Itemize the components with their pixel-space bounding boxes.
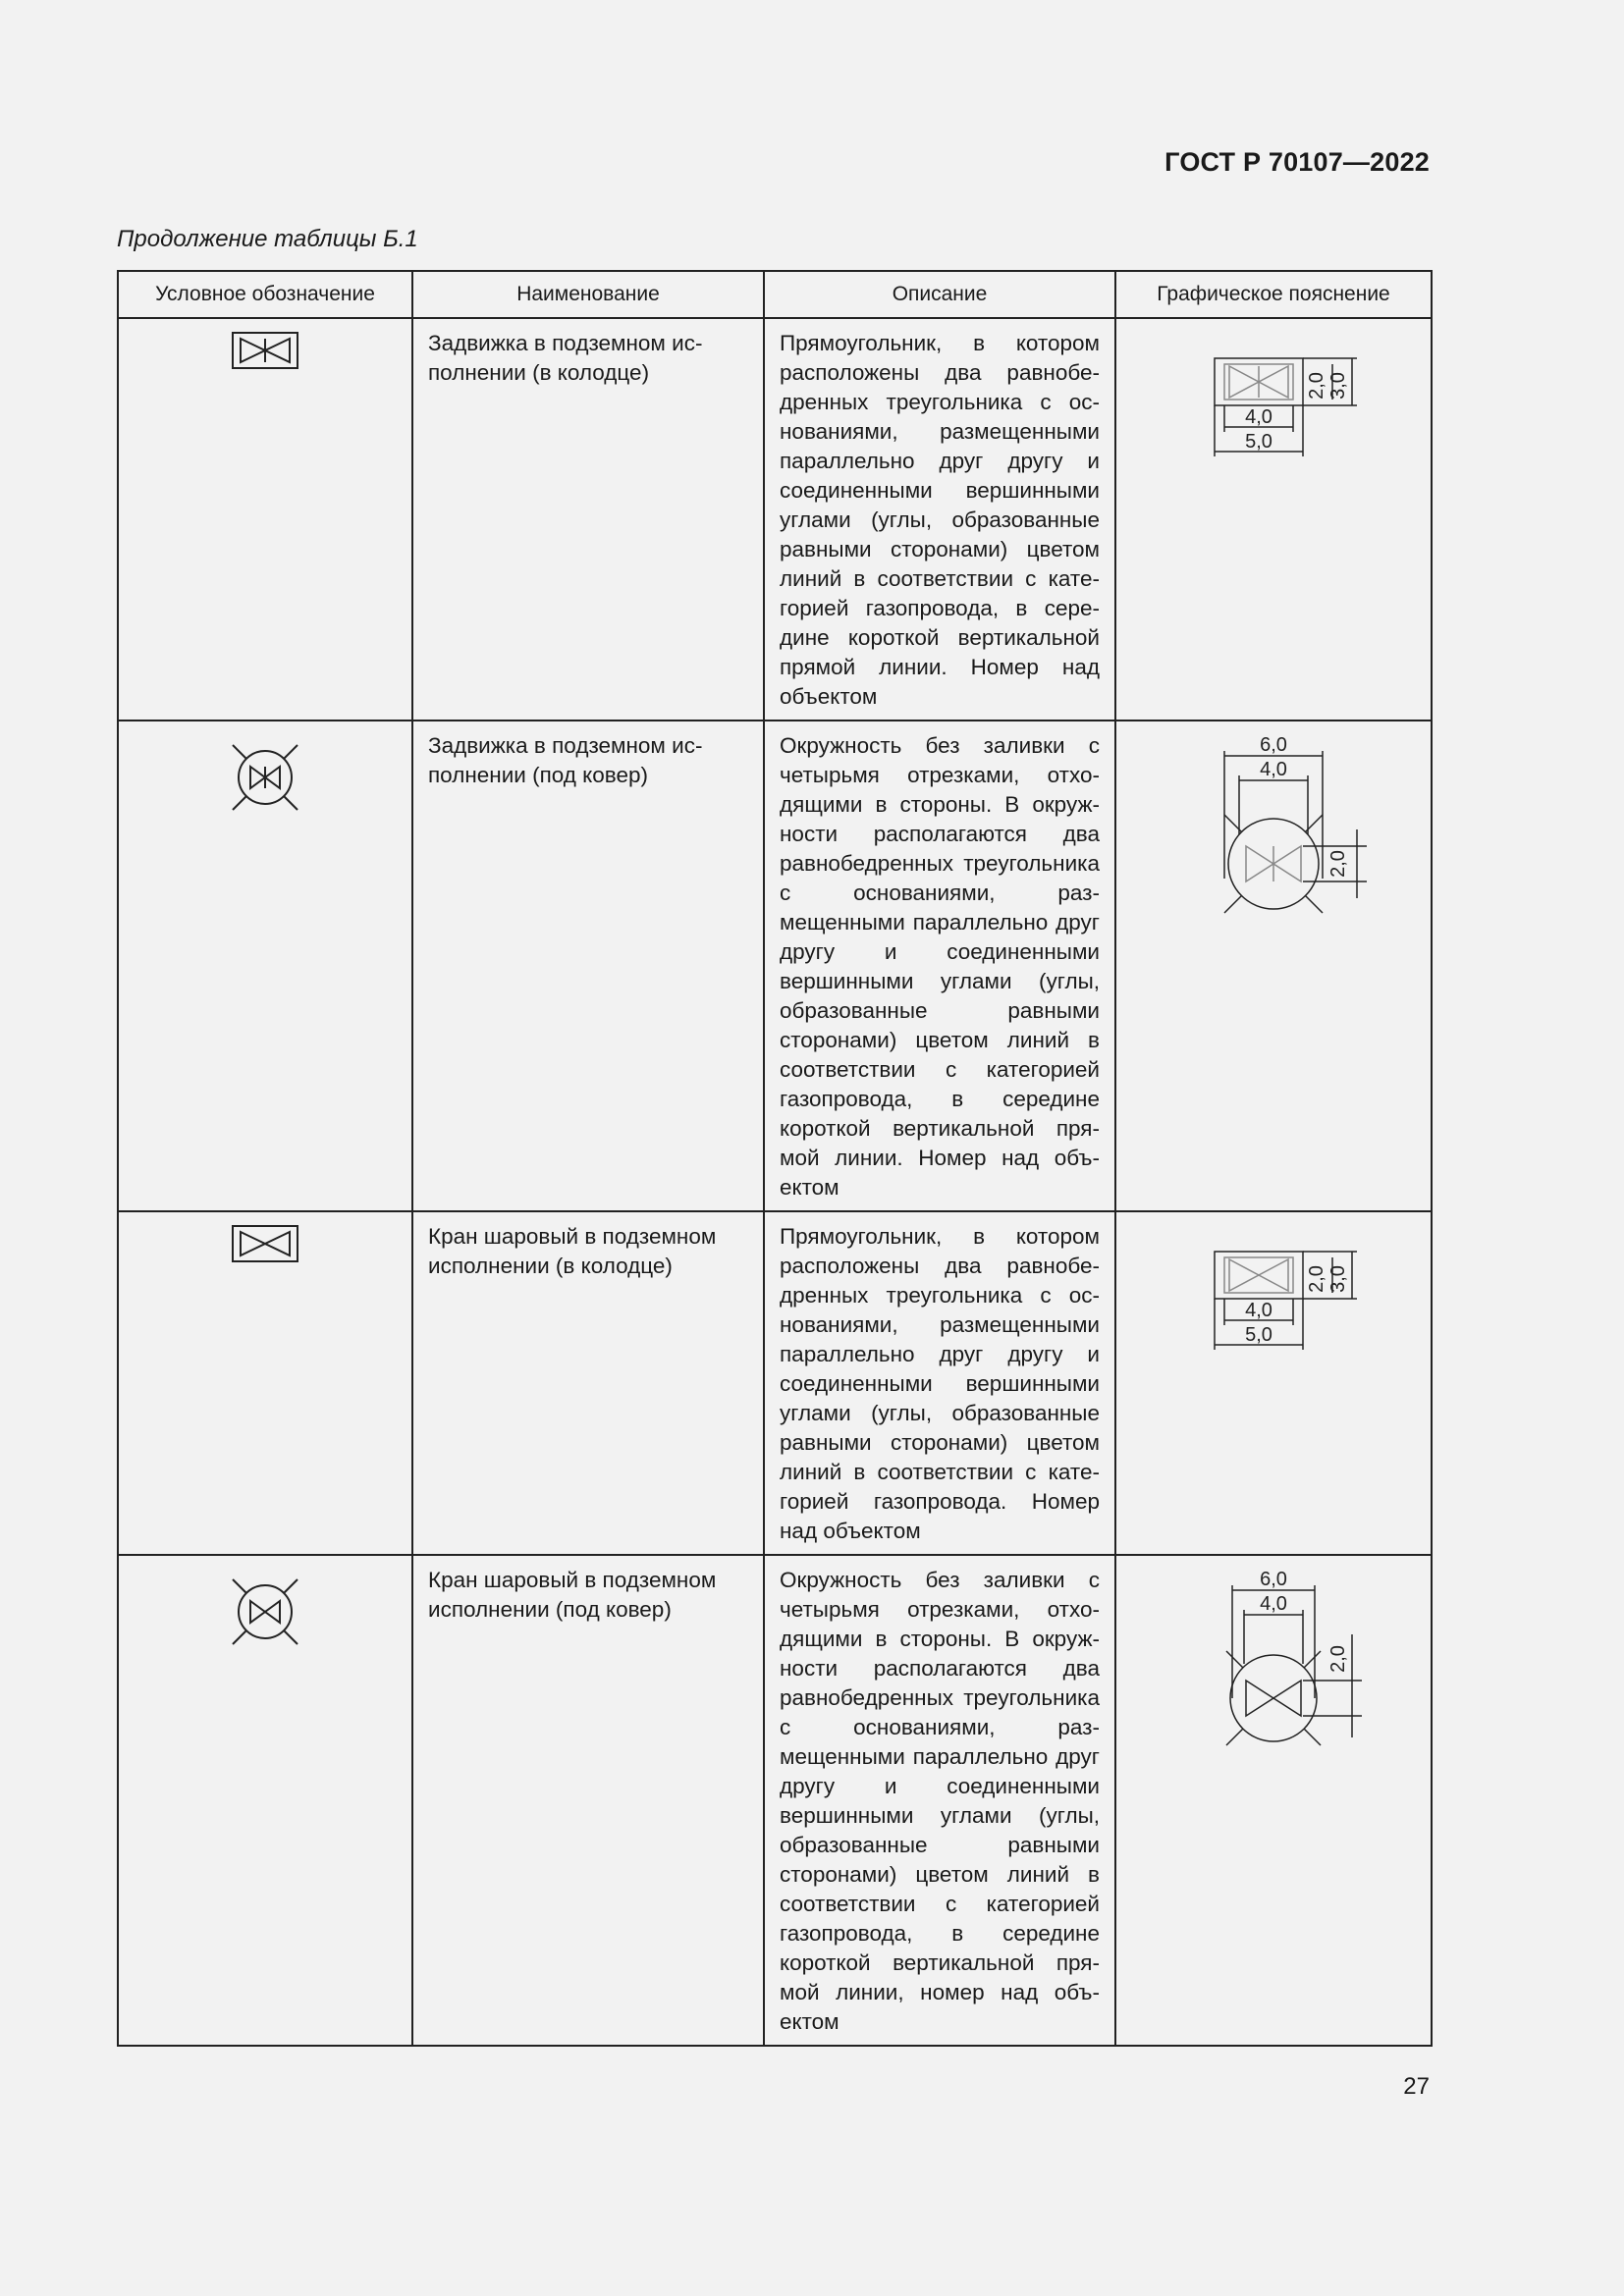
table-row	[118, 721, 1432, 1211]
description-cell: Прямоугольник, в котором расположены два равнобедренных треугольника с основаниями, размещенными параллельно друг другу и соединенными вершинными углами (углы, образованные равными сторонами) цветом линий в соответствии с категорией газопровода. Номер над объектом	[764, 1211, 1115, 1555]
dimension-label: 4,0	[1260, 759, 1287, 780]
table-header-row	[118, 271, 1432, 318]
graphic-cell	[1115, 721, 1432, 1211]
graphic-cell	[1115, 1555, 1432, 2046]
ball-valve-in-well-icon	[231, 1224, 299, 1263]
symbol-cell	[118, 721, 412, 1211]
dimension-label: 4,0	[1245, 1300, 1272, 1321]
gate-valve-under-cover-icon	[221, 733, 309, 822]
gate-valve-in-well-icon	[231, 331, 299, 370]
description-cell: Окружность без заливки с четырьмя отрезками, отходящими в стороны. В окружности располагаются два равнобедренных треугольника с основаниями, размещенными параллельно друг другу и соединенными вершинными углами (углы, образованные равными сторонами) цветом линий в соответствии с категорией газопровода, в середине короткой вертикальной прямой линии. Номер над объектом	[764, 721, 1115, 1211]
symbol-cell	[118, 1211, 412, 1555]
name-cell: Кран шаровый в подземном исполнении (в колодце)	[412, 1211, 764, 1555]
table-caption: Продолжение таблицы Б.1	[117, 226, 418, 252]
column-header-graphic: Графическое пояснение	[1115, 271, 1432, 318]
dimension-label: 6,0	[1260, 734, 1287, 756]
description-cell: Окружность без заливки с четырьмя отрезками, отходящими в стороны. В окружности располагаются два равнобедренных треугольника с основаниями, размещенными параллельно друг другу и соединенными вершинными углами (углы, образованные равными сторонами) цветом линий в соответствии с категорией газопровода, в середине короткой вертикальной прямой линии, номер над объектом	[764, 1555, 1115, 2046]
description-cell: Прямоугольник, в котором расположены два равнобедренных треугольника с основаниями, размещенными параллельно друг другу и соединенными вершинными углами (углы, образованные равными сторонами) цветом линий в соответствии с категорией газопровода, в середине короткой вертикальной прямой линии. Номер над объектом	[764, 318, 1115, 721]
ball-valve-under-cover-icon	[221, 1568, 309, 1656]
symbol-cell	[118, 318, 412, 721]
page-number: 27	[1403, 2073, 1430, 2100]
dimension-label: 2,0	[1306, 372, 1327, 400]
dimension-label: 2,0	[1306, 1265, 1327, 1293]
rect-dimension-diagram	[1175, 1222, 1372, 1379]
symbols-table	[117, 270, 1433, 2047]
dimension-label: 2,0	[1327, 850, 1349, 878]
symbol-cell	[118, 1555, 412, 2046]
dimension-label: 3,0	[1327, 372, 1349, 400]
graphic-cell	[1115, 1211, 1432, 1555]
dimension-label: 5,0	[1245, 1324, 1272, 1346]
table-row	[118, 318, 1432, 721]
dimension-label: 4,0	[1260, 1593, 1287, 1615]
circle-dimension-diagram	[1175, 731, 1372, 918]
dimension-label: 3,0	[1327, 1265, 1349, 1293]
table-row	[118, 1555, 1432, 2046]
circle-dimension-diagram	[1175, 1566, 1372, 1752]
document-code: ГОСТ Р 70107—2022	[1164, 147, 1430, 177]
column-header-name: Наименование	[412, 271, 764, 318]
column-header-symbol: Условное обозначение	[118, 271, 412, 318]
dimension-label: 6,0	[1260, 1569, 1287, 1590]
dimension-label: 5,0	[1245, 431, 1272, 453]
name-cell: Задвижка в подземном исполнении (под ковер)	[412, 721, 764, 1211]
dimension-label: 4,0	[1245, 406, 1272, 428]
name-cell: Кран шаровый в подземном исполнении (под ковер)	[412, 1555, 764, 2046]
graphic-cell	[1115, 318, 1432, 721]
dimension-label: 2,0	[1327, 1645, 1349, 1673]
column-header-description: Описание	[764, 271, 1115, 318]
name-cell: Задвижка в подземном исполнении (в колодце)	[412, 318, 764, 721]
rect-dimension-diagram	[1175, 329, 1372, 486]
table-row	[118, 1211, 1432, 1555]
